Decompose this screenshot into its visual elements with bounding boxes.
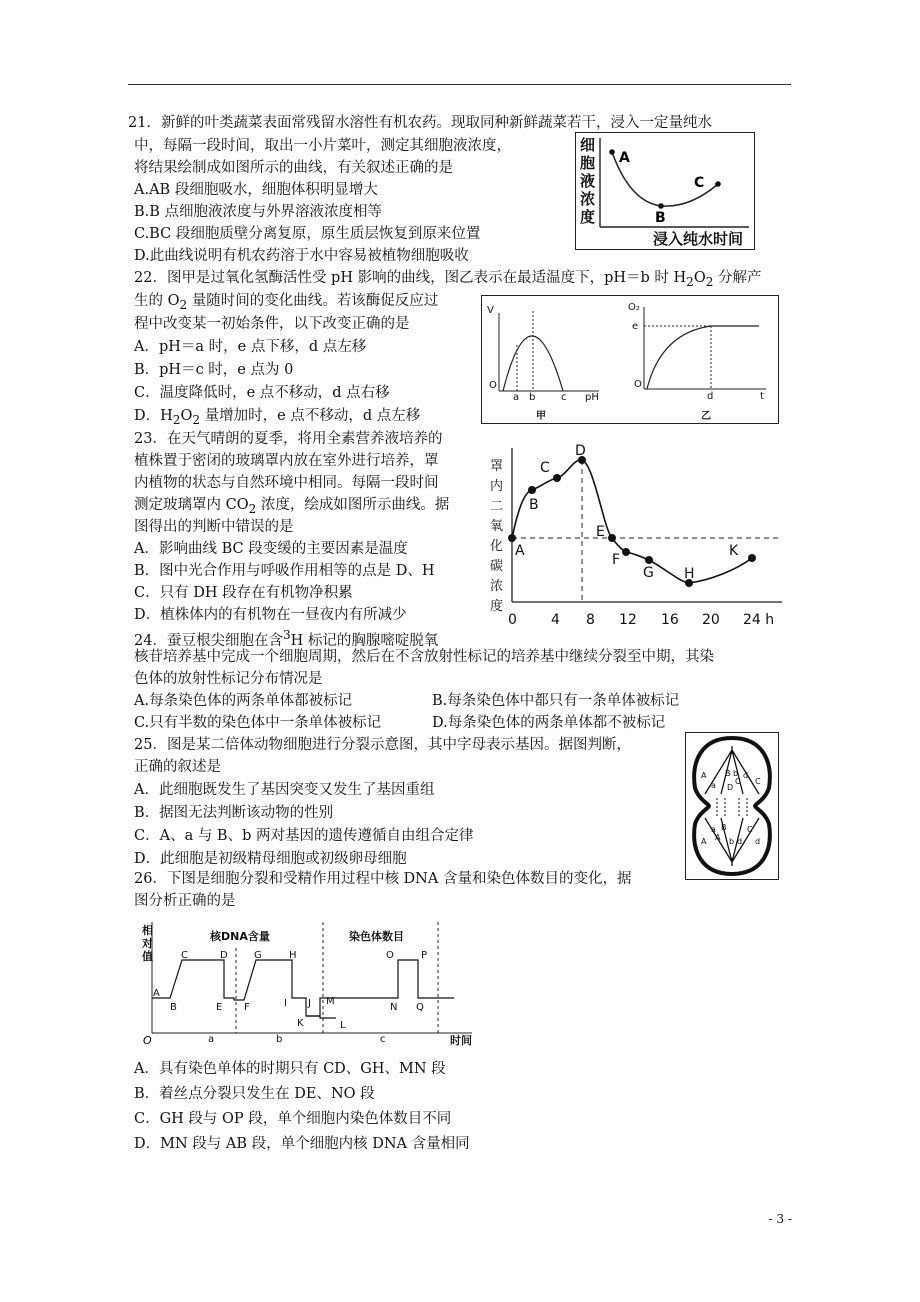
q23-option-a[interactable]: A．影响曲线 BC 段变缓的主要因素是温度 — [134, 541, 408, 557]
q26-option-d[interactable]: D．MN 段与 AB 段，单个细胞内核 DNA 含量相同 — [134, 1136, 470, 1152]
q22b-origin: O — [634, 379, 642, 390]
q26-title-chromosome: 染色体数目 — [349, 930, 404, 943]
q22a-tick-a: a — [513, 392, 520, 403]
q25-gene-bot-7: C — [747, 825, 753, 834]
q22b-title: 乙 — [701, 411, 711, 422]
q25-gene-bot-2: a — [711, 825, 716, 834]
q26-ylabel-1: 相 — [142, 924, 153, 937]
q26-option-c[interactable]: C．GH 段与 OP 段，单个细胞内染色体数目不同 — [134, 1111, 452, 1127]
q25-option-c[interactable]: C．A、a 与 B、b 两对基因的遗传遵循自由组合定律 — [134, 828, 474, 844]
q21-xlabel: 浸入纯水时间 — [653, 230, 744, 248]
q26-label-o: O — [386, 950, 394, 961]
q26-label-d: D — [220, 950, 228, 961]
q26-ylabel-2: 对 — [142, 937, 153, 950]
q25-cell-membrane — [694, 738, 770, 874]
q23-tick-16: 16 — [661, 612, 679, 628]
q26-xlabel: 时间 — [450, 1034, 472, 1047]
q22-stem-line3: 程中改变某一初始条件，以下改变正确的是 — [134, 316, 410, 332]
q21-label-b: B — [655, 210, 666, 226]
q26-label-k: K — [297, 1018, 304, 1029]
q22-figure — [481, 295, 779, 424]
q26-label-g: G — [254, 950, 262, 961]
q25-stem-line2: 正确的叙述是 — [134, 759, 221, 775]
q23-label-g: G — [643, 565, 654, 581]
q24-stem-line3: 色体的放射性标记分布情况是 — [134, 671, 323, 687]
q24-option-a[interactable]: A.每条染色体的两条单体都被标记 — [134, 693, 353, 709]
q23-point-f — [622, 548, 630, 556]
q26-label-l: L — [340, 1020, 346, 1031]
q21-label-a: A — [619, 150, 630, 166]
q25-gene-top-7: d — [743, 771, 749, 780]
q23-option-c[interactable]: C．只有 DH 段存在有机物净积累 — [134, 585, 353, 601]
q26-ylabel-3: 值 — [142, 950, 153, 963]
q23-label-e: E — [596, 524, 605, 540]
page-number: - 3 - — [768, 1212, 792, 1226]
q21-point-b — [658, 203, 664, 209]
q25-gene-bot-4: b — [729, 837, 735, 846]
q21-ylabel-5: 度 — [580, 208, 596, 226]
q22b-tick-e: e — [632, 321, 639, 332]
q26-chromosome-curve — [306, 1016, 336, 1018]
q26-stem-line1: 26．下图是细胞分裂和受精作用过程中核 DNA 含量和染色体数目的变化，据 — [134, 871, 632, 887]
q22a-title: 甲 — [536, 411, 546, 422]
q26-segment-b: b — [276, 1034, 283, 1045]
q26-title-dna: 核DNA含量 — [210, 930, 270, 943]
q25-stem-line1: 25．图是某二倍体动物细胞进行分裂示意图，其中字母表示基因。据图判断， — [134, 737, 631, 753]
q23-ylabel-7: 浓 — [490, 579, 504, 594]
header-rule — [128, 84, 791, 85]
q23-ylabel-6: 碳 — [490, 559, 504, 574]
q22-option-a[interactable]: A．pH＝a 时，e 点下移，d 点左移 — [134, 339, 367, 355]
q22-option-d[interactable]: D．$H_2O_2$ 量增加时，e 点不移动，d 点左移 — [134, 408, 421, 427]
q23-label-c: C — [540, 460, 550, 476]
q21-stem-line3: 将结果绘制成如图所示的曲线，有关叙述正确的是 — [134, 160, 453, 176]
q23-ylabel-5: 化 — [490, 539, 504, 554]
q22-stem-line2: 生的 $O_2$ 量随时间的变化曲线。若该酶促反应过 — [134, 293, 439, 312]
q25-gene-bot-3: B — [721, 823, 727, 832]
q23-ylabel-4: 氧 — [490, 519, 504, 534]
q23-stem-line5: 图得出的判断中错误的是 — [134, 519, 294, 535]
q23-ylabel-8: 度 — [490, 599, 504, 614]
q26-origin: O — [143, 1034, 152, 1047]
q21-point-a — [609, 149, 615, 155]
q25-gene-top-3: B — [725, 769, 731, 778]
q25-gene-top-6: D — [727, 783, 734, 792]
q23-label-b: B — [529, 497, 539, 513]
q25-option-a[interactable]: A．此细胞既发生了基因突变又发生了基因重组 — [134, 782, 435, 798]
q21-stem-line2: 中，每隔一段时间，取出一小片菜叶，测定其细胞液浓度， — [134, 138, 511, 154]
q22a-origin: O — [489, 380, 497, 391]
q26-label-h: H — [289, 950, 297, 961]
q23-point-g — [645, 556, 653, 564]
q24-option-d[interactable]: D.每条染色体的两条单体都不被标记 — [432, 715, 666, 731]
q23-ylabel-2: 内 — [490, 479, 504, 494]
q23-stem-line4: 测定玻璃罩内 $CO_2$ 浓度，绘成如图所示曲线。据 — [134, 497, 450, 516]
q26-stem-line2: 图分析正确的是 — [134, 893, 236, 909]
q21-label-c: C — [694, 175, 705, 191]
q21-option-a[interactable]: A.AB 段细胞吸水，细胞体积明显增大 — [134, 182, 378, 198]
q23-label-a: A — [515, 543, 525, 559]
q21-ylabel-1: 细 — [580, 136, 596, 154]
q26-label-a: A — [153, 988, 160, 999]
q26-label-c: C — [181, 950, 188, 961]
q23-tick-20: 20 — [702, 612, 720, 628]
q23-stem-line3: 内植物的状态与自然环境中相同。每隔一段时间 — [134, 475, 439, 491]
q23-ylabel-3: 二 — [490, 499, 504, 514]
q21-ylabel-4: 浓 — [580, 190, 596, 208]
q25-gene-bot-8: d — [755, 837, 761, 846]
q21-ylabel-2: 胞 — [580, 154, 596, 172]
q23-tick-8: 8 — [586, 612, 595, 628]
q21-figure — [575, 132, 755, 250]
q23-label-h: H — [684, 566, 695, 582]
q23-tick-0: 0 — [508, 612, 517, 628]
q25-option-d[interactable]: D．此细胞是初级精母细胞或初级卵母细胞 — [134, 851, 407, 867]
q26-figure — [140, 918, 480, 1054]
q22b-xlabel: t — [760, 391, 764, 402]
q23-label-d: D — [575, 443, 586, 459]
q25-gene-top-1: A — [701, 771, 707, 780]
q25-figure — [685, 732, 779, 880]
q22a-tick-b: b — [529, 392, 536, 403]
q26-label-p: P — [421, 950, 428, 961]
q25-gene-top-4: b — [733, 769, 739, 778]
q22-stem-line1: 22．图甲是过氧化氢酶活性受 pH 影响的曲线，图乙表示在最适温度下，pH＝b 时 $H_2O_2$ 分解产 — [134, 270, 762, 289]
q23-tick-4: 4 — [551, 612, 560, 628]
q25-gene-top-8: C — [755, 777, 761, 786]
q23-ylabel-1: 罩 — [490, 459, 504, 474]
q23-stem-line1: 23．在天气晴朗的夏季，将用全素营养液培养的 — [134, 431, 443, 447]
q22a-ylabel: V — [487, 305, 494, 316]
q26-label-e: E — [216, 1002, 223, 1013]
q23-stem-line2: 植株置于密闭的玻璃罩内放在室外进行培养，罩 — [134, 453, 439, 469]
q25-gene-top-2: a — [711, 781, 716, 790]
q23-tick-24: 24 h — [743, 612, 775, 628]
q22a-tick-c: c — [561, 392, 567, 403]
q23-point-a — [508, 534, 516, 542]
q26-label-f: F — [244, 1002, 250, 1013]
q25-gene-bot-6: d — [737, 837, 743, 846]
q24-option-b[interactable]: B.每条染色体中都只有一条单体被标记 — [432, 693, 680, 709]
q26-segment-a: a — [208, 1034, 215, 1045]
q23-point-b — [528, 486, 536, 494]
q24-option-c[interactable]: C.只有半数的染色体中一条单体被标记 — [134, 715, 382, 731]
q25-gene-bot-5: A — [715, 833, 721, 842]
q26-option-b[interactable]: B．着丝点分裂只发生在 DE、NO 段 — [134, 1086, 375, 1102]
q21-ylabel-3: 液 — [580, 172, 596, 190]
q23-point-k — [748, 554, 756, 562]
q26-label-n: N — [390, 1002, 398, 1013]
q23-point-c — [553, 474, 561, 482]
q24-stem-line2: 核苷培养基中完成一个细胞周期，然后在不含放射性标记的培养基中继续分裂至中期，其染 — [134, 649, 714, 665]
q22b-ylabel: O₂ — [628, 302, 640, 313]
q21-option-c[interactable]: C.BC 段细胞质壁分离复原，原生质层恢复到原来位置 — [134, 226, 481, 242]
q22-option-c[interactable]: C．温度降低时，e 点不移动，d 点右移 — [134, 385, 390, 401]
q25-gene-top-5: C — [735, 777, 741, 786]
q22-option-b[interactable]: B．pH＝c 时，e 点为 0 — [134, 362, 294, 378]
q23-label-k: K — [729, 543, 739, 559]
q23-option-b[interactable]: B．图中光合作用与呼吸作用相等的点是 D、H — [134, 563, 435, 579]
q22b-tick-d: d — [707, 391, 714, 402]
q22b-curve — [647, 326, 759, 389]
q21-stem-line1: 21．新鲜的叶类蔬菜表面常残留水溶性有机农药。现取同种新鲜蔬菜若干，浸入一定量纯水 — [128, 115, 712, 131]
q26-option-a[interactable]: A．具有染色单体的时期只有 CD、GH、MN 段 — [134, 1061, 446, 1077]
q24-stem-line1: 24．蚕豆根尖细胞在含$^3$H 标记的胸腺嘧啶脱氧 — [134, 628, 439, 649]
q26-label-m: M — [326, 996, 335, 1007]
q26-label-b: B — [170, 1002, 177, 1013]
q23-point-e — [608, 534, 616, 542]
q21-point-c — [715, 181, 721, 187]
q23-curve — [512, 460, 752, 583]
q22a-xlabel: pH — [585, 392, 599, 403]
q26-label-q: Q — [416, 1002, 424, 1013]
q25-gene-bot-1: A — [701, 837, 707, 846]
q26-dna-curve — [152, 960, 454, 1016]
q26-segment-c: c — [380, 1034, 386, 1045]
q25-option-b[interactable]: B．据图无法判断该动物的性别 — [134, 805, 334, 821]
q23-figure — [486, 440, 792, 630]
q26-label-i: I — [284, 998, 287, 1009]
q21-option-d[interactable]: D.此曲线说明有机农药溶于水中容易被植物细胞吸收 — [134, 248, 469, 264]
q26-label-j: J — [308, 998, 311, 1009]
q23-label-f: F — [612, 552, 621, 568]
q23-tick-12: 12 — [619, 612, 637, 628]
q21-option-b[interactable]: B.B 点细胞液浓度与外界溶液浓度相等 — [134, 204, 383, 220]
q23-option-d[interactable]: D．植株体内的有机物在一昼夜内有所减少 — [134, 607, 407, 623]
